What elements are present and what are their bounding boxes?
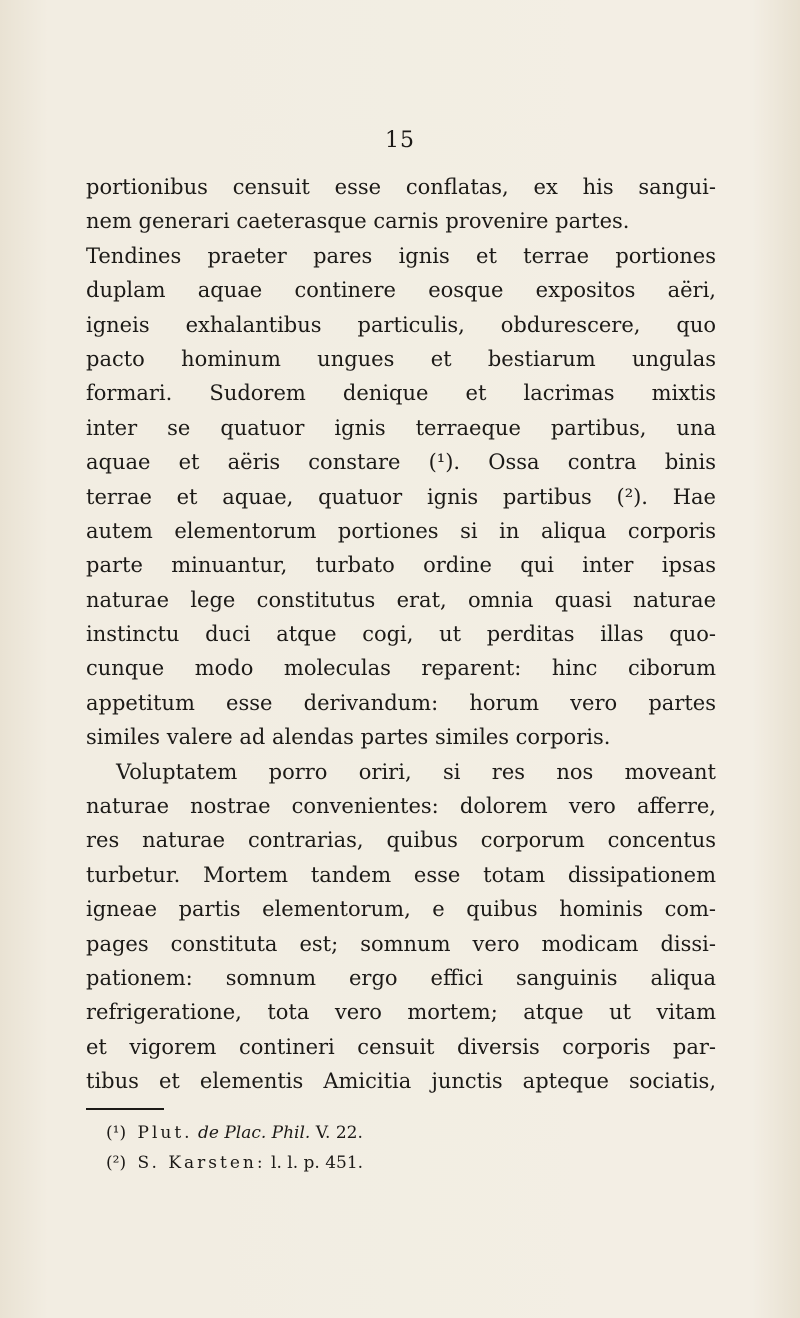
text-line: igneae partis elementorum, e quibus hominis com- bbox=[86, 897, 716, 922]
text-line: igneis exhalantibus particulis, obdurescere, quo bbox=[86, 312, 716, 337]
body-text bbox=[86, 170, 716, 1099]
text-line: duplam aquae continere eosque expositos aëri, bbox=[86, 278, 716, 303]
text-line: portionibus censuit esse conflatas, ex his sangui- bbox=[86, 175, 716, 199]
footnote-ref: l. l. p. 451. bbox=[271, 1153, 364, 1173]
text-line: aquae et aëris constare (¹). Ossa contra binis bbox=[86, 450, 716, 475]
text-line: parte minuantur, turbato ordine qui inter ipsas bbox=[86, 553, 716, 578]
text-line: res naturae contrarias, quibus corporum concentus bbox=[86, 828, 716, 853]
footnote-author: S. Karsten: bbox=[137, 1153, 266, 1173]
text-line: Voluptatem porro oriri, si res nos moveant bbox=[116, 759, 716, 784]
footnote-1 bbox=[106, 1118, 363, 1148]
text-line: naturae nostrae convenientes: dolorem vero afferre, bbox=[86, 794, 716, 819]
page-number: 15 bbox=[385, 128, 415, 153]
footnote-work: de Plac. Phil. bbox=[197, 1123, 311, 1143]
text-line: inter se quatuor ignis terraeque partibus, una bbox=[86, 415, 716, 440]
text-line: similes valere ad alendas partes similes corporis. bbox=[86, 725, 611, 750]
text-line: instinctu duci atque cogi, ut perditas illas quo- bbox=[86, 622, 716, 647]
text-line: nem generari caeterasque carnis provenire partes. bbox=[86, 209, 630, 234]
text-line: et vigorem contineri censuit diversis corporis par- bbox=[86, 1034, 716, 1059]
text-line: formari. Sudorem denique et lacrimas mixtis bbox=[86, 381, 716, 406]
text-line: refrigeratione, tota vero mortem; atque ut vitam bbox=[86, 1000, 716, 1025]
footnote-rule bbox=[86, 1108, 164, 1110]
text-line: pacto hominum ungues et bestiarum ungulas bbox=[86, 346, 716, 371]
footnote-mark: (¹) bbox=[106, 1123, 127, 1143]
text-line: appetitum esse derivandum: horum vero partes bbox=[86, 690, 716, 715]
footnotes bbox=[106, 1118, 363, 1178]
footnote-2 bbox=[106, 1148, 363, 1178]
footnote-mark: (²) bbox=[106, 1153, 127, 1173]
text-line: terrae et aquae, quatuor ignis partibus (²). Hae bbox=[86, 484, 716, 509]
text-line: pationem: somnum ergo effici sanguinis aliqua bbox=[86, 965, 716, 990]
footnote-author: Plut. bbox=[137, 1123, 193, 1143]
text-line: pages constituta est; somnum vero modicam dissi- bbox=[86, 931, 716, 956]
text-line: turbetur. Mortem tandem esse totam dissipationem bbox=[86, 862, 716, 887]
text-line: Tendines praeter pares ignis et terrae portiones bbox=[86, 243, 716, 268]
footnote-ref: V. 22. bbox=[315, 1123, 363, 1143]
text-line: cunque modo moleculas reparent: hinc ciborum bbox=[86, 656, 716, 681]
text-line: naturae lege constitutus erat, omnia quasi naturae bbox=[86, 587, 716, 612]
text-line: autem elementorum portiones si in aliqua corporis bbox=[86, 518, 716, 543]
text-line: tibus et elementis Amicitia junctis apteque sociatis, bbox=[86, 1069, 716, 1094]
